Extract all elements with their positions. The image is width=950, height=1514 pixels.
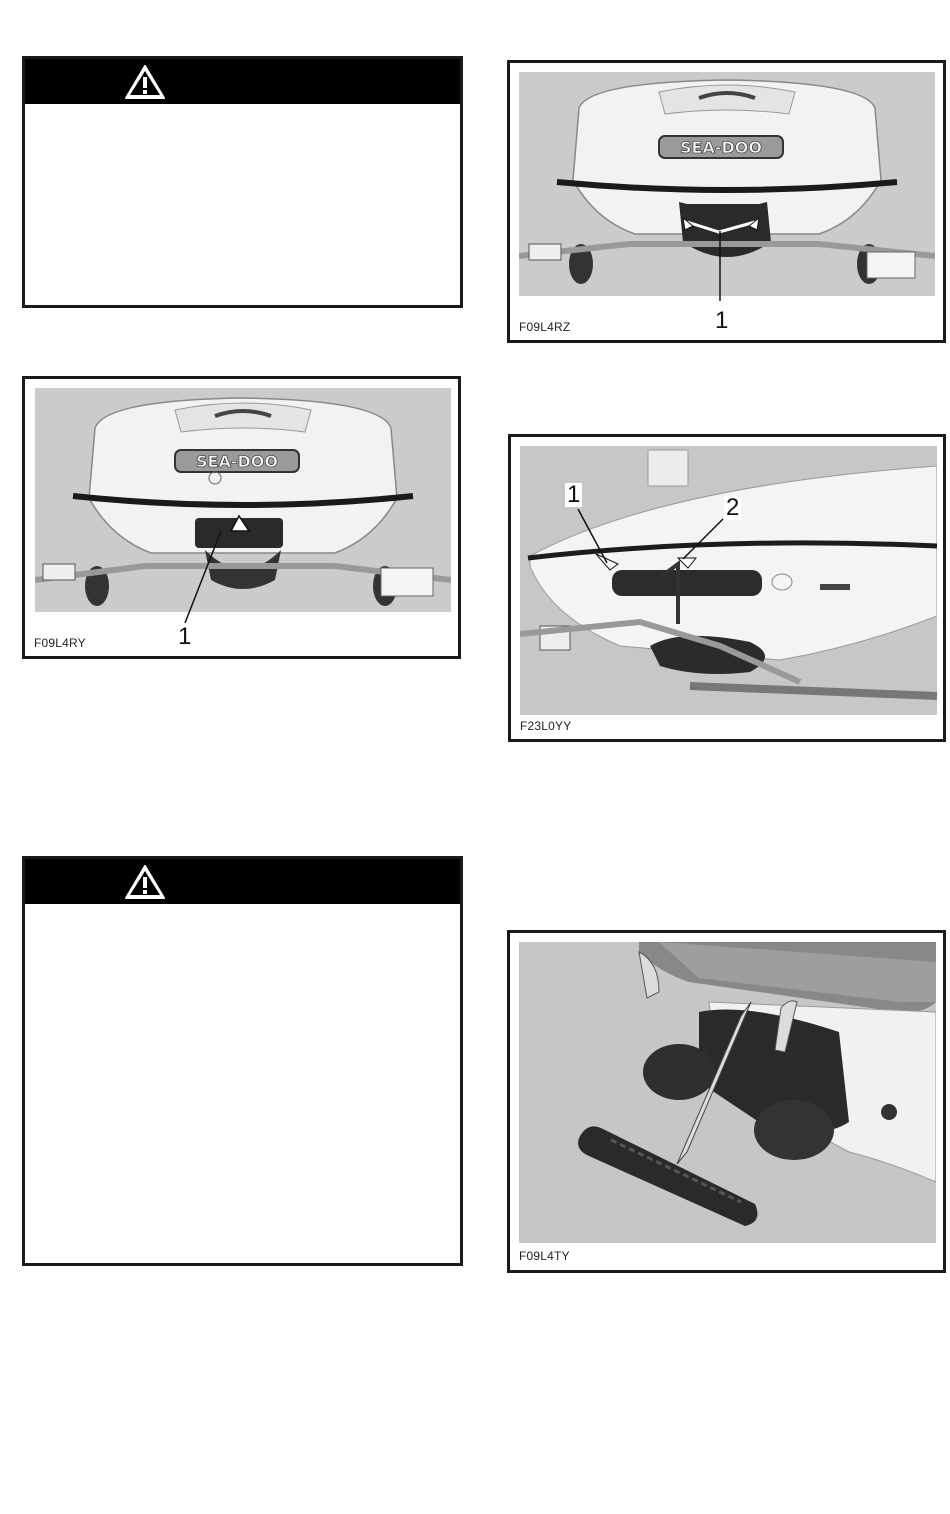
warning-triangle-icon — [123, 63, 167, 101]
figure-id: F09L4RZ — [519, 320, 571, 334]
callout-1: 1 — [567, 481, 581, 508]
warning-header — [25, 59, 460, 104]
warning-header — [25, 859, 460, 904]
sea-doo-logo: SEA-DOO — [680, 138, 762, 157]
figure-f09l4rz — [507, 60, 946, 343]
sea-doo-logo: SEA-DOO — [196, 452, 278, 471]
callout-2: 2 — [726, 494, 740, 521]
figure-id: F23L0YY — [520, 719, 572, 733]
callout-1: 1 — [178, 623, 192, 650]
figure-f09l4ry — [22, 376, 461, 659]
warning-box-1 — [22, 56, 463, 308]
figure-id: F09L4RY — [34, 636, 86, 650]
callout-leader-line — [25, 379, 458, 656]
figure-id: F09L4TY — [519, 1249, 570, 1263]
figure-f09l4ty — [507, 930, 946, 1273]
callout-leader-line — [510, 63, 943, 340]
callout-1: 1 — [715, 307, 729, 334]
figure-f23l0yy — [508, 434, 946, 742]
warning-triangle-icon — [123, 863, 167, 901]
skid-plate-photo — [519, 942, 936, 1243]
warning-box-2 — [22, 856, 463, 1266]
